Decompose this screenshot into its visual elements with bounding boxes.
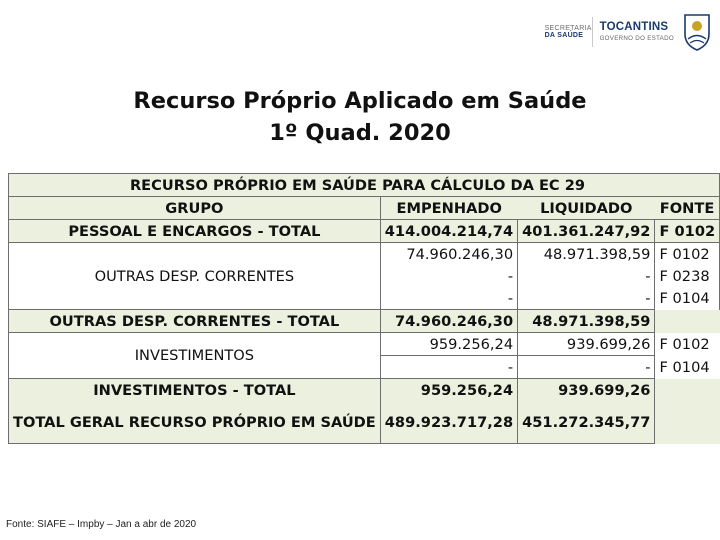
invest-liquidado: - — [518, 356, 655, 379]
table-caption: RECURSO PRÓPRIO EM SAÚDE PARA CÁLCULO DA EC 29 — [9, 174, 655, 197]
invest-total-liquidado: 939.699,26 — [518, 379, 655, 402]
invest-empenhado: 959.256,24 — [380, 333, 517, 356]
outras-liquidado: - — [518, 265, 655, 287]
table-row-outras-total — [9, 310, 720, 333]
invest-total-empenhado: 959.256,24 — [380, 379, 517, 402]
source-note: Fonte: SIAFE – Impby – Jan a abr de 2020 — [6, 519, 197, 530]
outras-fonte: F 0102 — [655, 243, 720, 266]
state-seal-icon — [682, 12, 712, 52]
invest-fonte: F 0104 — [655, 356, 720, 379]
outras-empenhado: - — [380, 265, 517, 287]
table-header-row — [9, 197, 720, 220]
outras-fonte: F 0238 — [655, 265, 720, 287]
invest-empenhado: - — [380, 356, 517, 379]
brand-name: TOCANTINS — [599, 21, 669, 34]
outras-empenhado: - — [380, 287, 517, 310]
invest-liquidado: 939.699,26 — [518, 333, 655, 356]
table-caption-row — [9, 174, 720, 197]
outras-empenhado: 74.960.246,30 — [380, 243, 517, 266]
secretaria-line1: SECRETARIA — [544, 25, 592, 32]
health-resource-table — [8, 173, 720, 444]
table-row-grand-total — [9, 401, 720, 444]
header-liquidado: LIQUIDADO — [518, 197, 655, 220]
outras-liquidado: - — [518, 287, 655, 310]
header-logos — [545, 10, 712, 54]
outras-fonte: F 0104 — [655, 287, 720, 310]
grand-total-liquidado: 451.272.345,77 — [518, 401, 655, 444]
pessoal-total-empenhado: 414.004.214,74 — [380, 220, 517, 243]
grand-total-label: TOTAL GERAL RECURSO PRÓPRIO EM SAÚDE — [9, 401, 381, 444]
secretaria-line2: DA SAÚDE — [544, 32, 584, 39]
header-grupo: GRUPO — [9, 197, 381, 220]
table-row-pessoal-total — [9, 220, 720, 243]
secretaria-saude-logo — [544, 25, 592, 39]
outras-total-empenhado: 74.960.246,30 — [380, 310, 517, 333]
table-row-invest-1 — [9, 333, 720, 356]
header-fonte: FONTE — [655, 197, 720, 220]
outras-liquidado: 48.971.398,59 — [518, 243, 655, 266]
pessoal-total-fonte: F 0102 — [655, 220, 720, 243]
pessoal-total-label: PESSOAL E ENCARGOS - TOTAL — [9, 220, 381, 243]
outras-label: OUTRAS DESP. CORRENTES — [9, 243, 381, 310]
invest-fonte: F 0102 — [655, 333, 720, 356]
invest-total-label: INVESTIMENTOS - TOTAL — [9, 379, 381, 402]
header-empenhado: EMPENHADO — [380, 197, 517, 220]
brand-subtitle: GOVERNO DO ESTADO — [599, 34, 674, 42]
outras-total-label: OUTRAS DESP. CORRENTES - TOTAL — [9, 310, 381, 333]
table-row-outras-1 — [9, 243, 720, 266]
table-row-invest-total — [9, 379, 720, 402]
title-line-1: Recurso Próprio Aplicado em Saúde — [133, 88, 587, 114]
pessoal-total-liquidado: 401.361.247,92 — [518, 220, 655, 243]
page-title — [0, 85, 720, 149]
tocantins-logo — [600, 22, 674, 42]
title-line-2: 1º Quad. 2020 — [269, 120, 451, 146]
outras-total-liquidado: 48.971.398,59 — [518, 310, 655, 333]
grand-total-empenhado: 489.923.717,28 — [380, 401, 517, 444]
invest-label: INVESTIMENTOS — [9, 333, 381, 379]
logo-divider — [592, 17, 593, 47]
